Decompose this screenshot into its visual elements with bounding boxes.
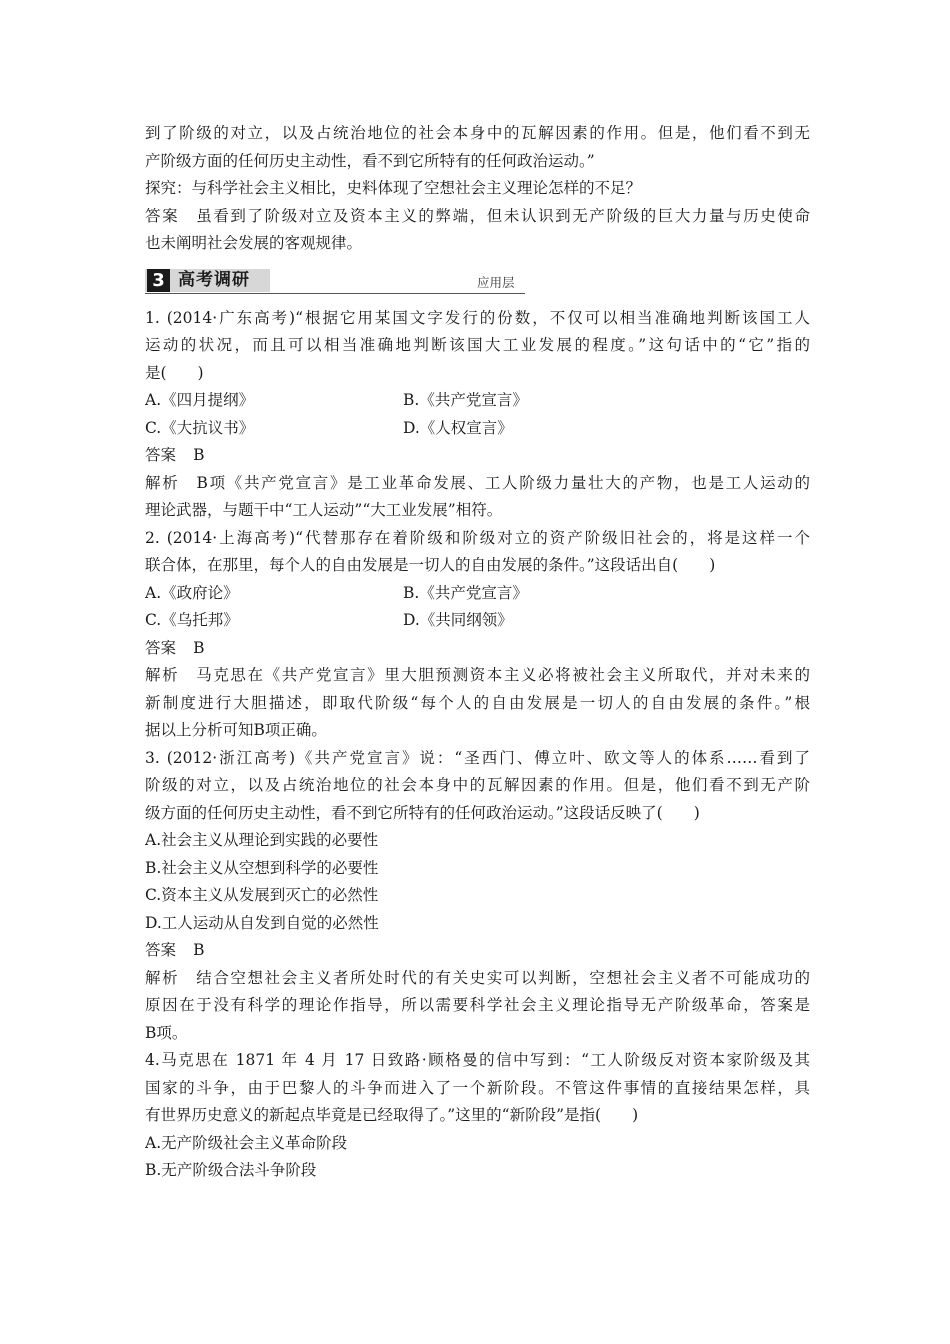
question-2-line: 联合体，在那里，每个人的自由发展是一切人的自由发展的条件。”这段话出自( ) — [145, 556, 716, 574]
option-b: B.社会主义从空想到科学的必要性 — [145, 858, 379, 877]
analysis-text: 结合空想社会主义者所处时代的有关史实可以判断，空想社会主义者不可能成功的 — [196, 968, 810, 987]
question-3-line: 3. (2012·浙江高考)《共产党宣言》说：“圣西门、傅立叶、欧文等人的体系……看到了 — [145, 748, 810, 767]
analysis-text: B项《共产党宣言》是工业革命发展、工人阶级力量壮大的产物，也是工人运动的 — [196, 473, 810, 492]
answer-value: B — [193, 638, 205, 657]
question-1-line: 是( ) — [145, 363, 204, 382]
question-4-line: 国家的斗争，由于巴黎人的斗争而进入了一个新阶段。不管这件事情的直接结果怎样，具 — [145, 1078, 810, 1097]
option-c: C.资本主义从发展到灭亡的必然性 — [145, 886, 379, 904]
option-b: B.《共产党宣言》 — [403, 391, 528, 409]
analysis-line — [145, 965, 810, 993]
options-row — [145, 387, 810, 415]
option-d: D.《人权宣言》 — [403, 418, 513, 437]
answer-line — [145, 635, 810, 663]
analysis-line — [145, 470, 810, 498]
answer-value: B — [193, 941, 205, 959]
analysis-label: 解析 — [145, 968, 180, 987]
question-1-line: 1. (2014·广东高考)“根据它用某国文字发行的份数，不仅可以相当准确地判断该国工人 — [145, 308, 810, 327]
option-b: B.无产阶级合法斗争阶段 — [145, 1161, 317, 1179]
option-d: D.工人运动从自发到自觉的必然性 — [145, 913, 379, 932]
answer-label: 答案 — [145, 941, 177, 959]
analysis-line — [145, 662, 810, 690]
answer-label: 答案 — [145, 446, 177, 464]
question-1-line: 运动的状况，而且可以相当准确地判断该国大工业发展的程度。”这句话中的“它”指的 — [145, 336, 810, 354]
option-d: D.《共同纲领》 — [403, 611, 513, 629]
answer-text: 虽看到了阶级对立及资本主义的弊端，但未认识到无产阶级的巨大力量与历史使命 — [196, 206, 810, 225]
analysis-line: 理论武器，与题干中“工人运动”“大工业发展”相符。 — [145, 501, 503, 519]
answer-label: 答案 — [145, 206, 180, 225]
answer-line — [145, 203, 810, 231]
question-3-line: 阶级的对立，以及占统治地位的社会本身中的瓦解因素的作用。但是，他们看不到无产阶 — [145, 776, 810, 794]
section-tag: 应用层 — [477, 274, 515, 290]
analysis-line: 原因在于没有科学的理论作指导，所以需要科学社会主义理论指导无产阶级革命，答案是 — [145, 996, 810, 1014]
question-4-line: 4.马克思在 1871 年 4 月 17 日致路·顾格曼的信中写到：“工人阶级反对资本家阶级及其 — [145, 1051, 810, 1069]
option-a: A.《政府论》 — [145, 583, 239, 602]
analysis-text: 马克思在《共产党宣言》里大胆预测资本主义必将被社会主义所取代，并对未来的 — [196, 666, 810, 684]
section-title: 高考调研 — [178, 269, 250, 290]
analysis-line: 新制度进行大胆描述，即取代阶级“每个人的自由发展是一切人的自由发展的条件。”根 — [145, 693, 810, 712]
section-number: 3 — [147, 269, 170, 292]
answer-label: 答案 — [145, 638, 177, 657]
options-row — [145, 607, 810, 635]
analysis-line: 据以上分析可知B项正确。 — [145, 721, 327, 739]
analysis-label: 解析 — [145, 666, 180, 684]
question-2-line: 2. (2014·上海高考)“代替那存在着阶级和阶级对立的资产阶级旧社会的，将是这样一个 — [145, 528, 810, 547]
section-rule — [145, 293, 525, 294]
answer-line — [145, 937, 810, 965]
option-a: A.无产阶级社会主义革命阶段 — [145, 1133, 348, 1152]
question-3-line: 级方面的任何历史主动性，看不到它所特有的任何政治运动。”这段话反映了( ) — [145, 803, 700, 822]
option-c: C.《乌托邦》 — [145, 611, 239, 629]
question-4-line: 有世界历史意义的新起点毕竟是已经取得了。”这里的“新阶段”是指( ) — [145, 1106, 639, 1124]
document-page — [145, 120, 810, 1185]
option-b: B.《共产党宣言》 — [403, 583, 528, 602]
option-a: A.《四月提纲》 — [145, 391, 255, 409]
answer-line — [145, 442, 810, 470]
option-c: C.《大抗议书》 — [145, 418, 255, 437]
options-row — [145, 415, 810, 443]
text-line: 也未阐明社会发展的客观规律。 — [145, 234, 363, 252]
text-line: 到了阶级的对立，以及占统治地位的社会本身中的瓦解因素的作用。但是，他们看不到无 — [145, 124, 810, 142]
text-line: 产阶级方面的任何历史主动性，看不到它所特有的任何政治运动。” — [145, 151, 595, 170]
analysis-label: 解析 — [145, 473, 180, 492]
section-heading — [145, 267, 810, 299]
analysis-line: B项。 — [145, 1023, 188, 1042]
option-a: A.社会主义从理论到实践的必要性 — [145, 831, 379, 849]
answer-value: B — [193, 446, 205, 464]
options-row — [145, 580, 810, 608]
explore-question: 探究：与科学社会主义相比，史料体现了空想社会主义理论怎样的不足？ — [145, 179, 642, 197]
